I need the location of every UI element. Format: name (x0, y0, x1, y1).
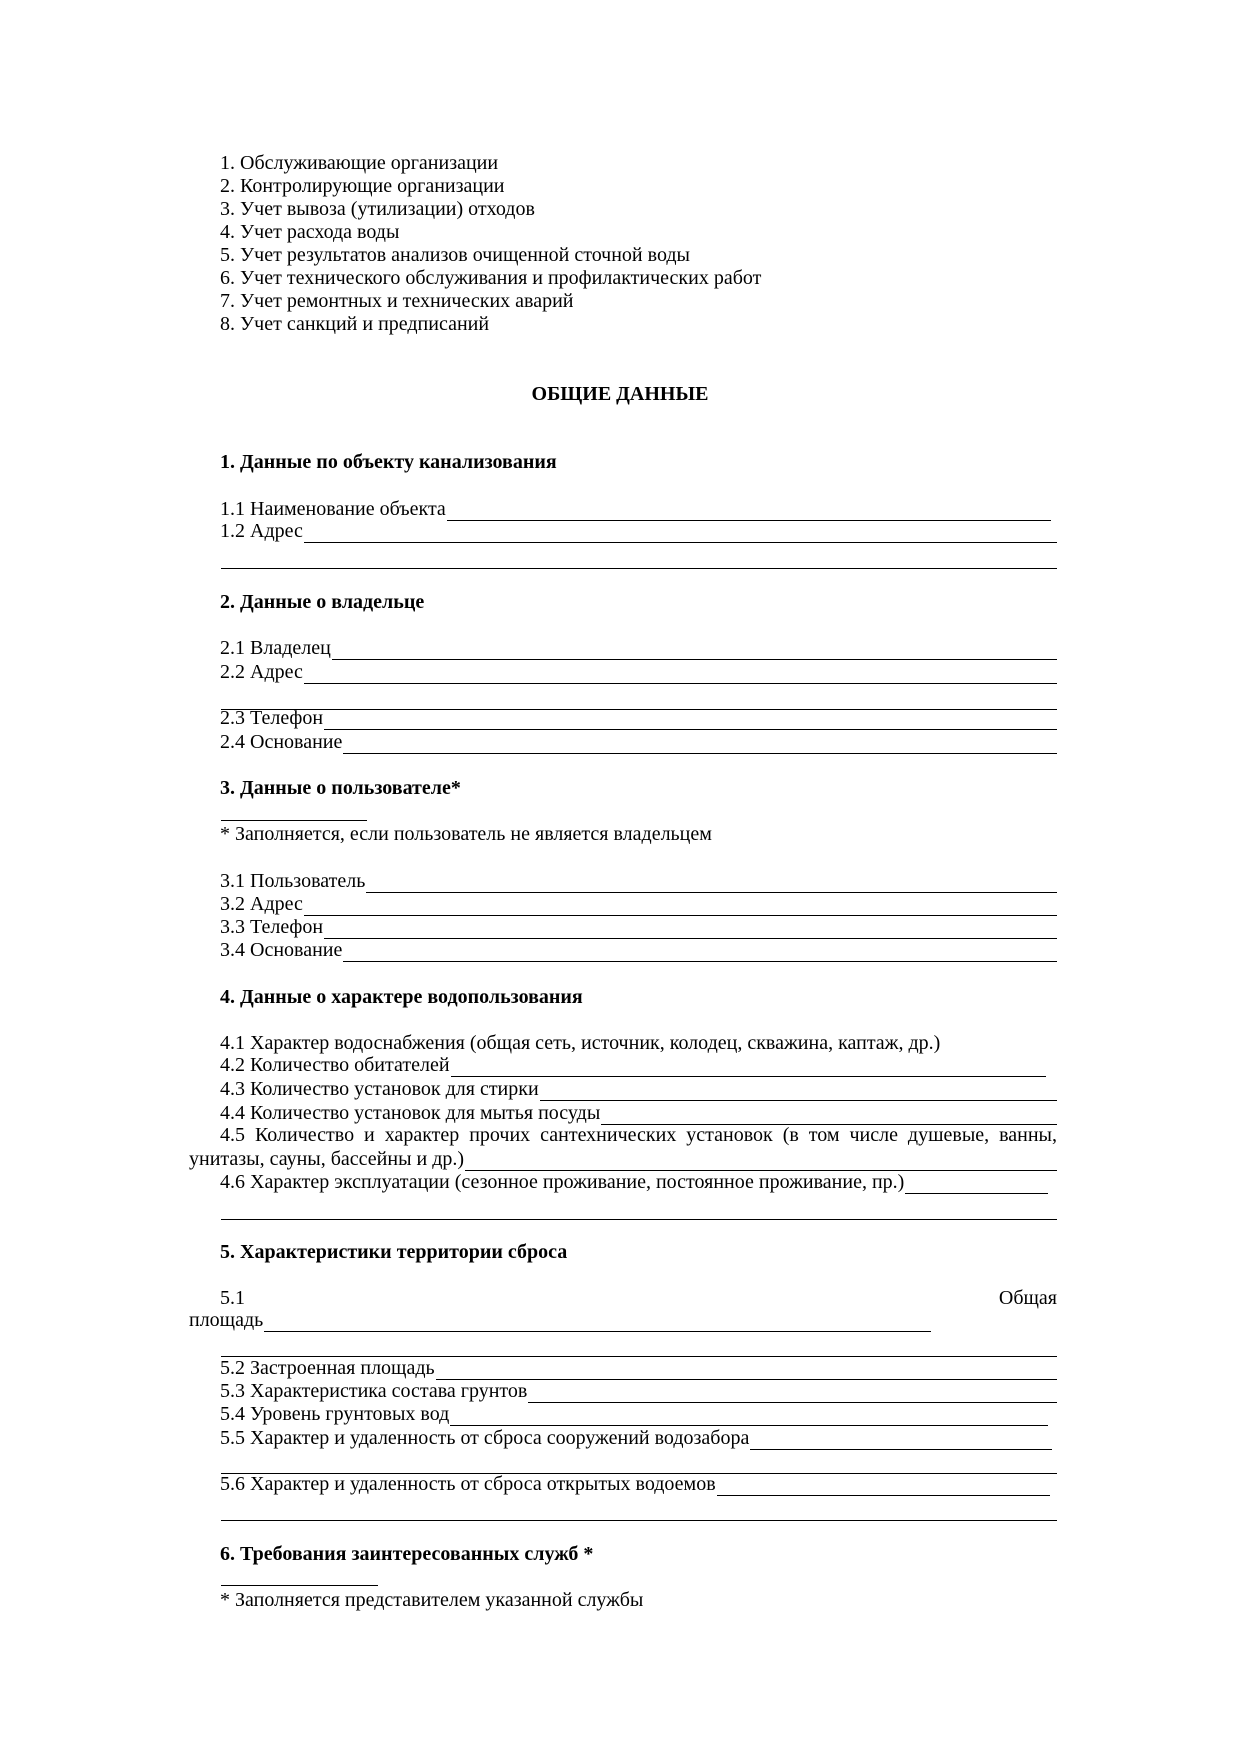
section-1-heading: 1. Данные по объекту канализования (220, 451, 557, 473)
field-label: 2.3 Телефон (220, 707, 324, 729)
fill-line-continuation[interactable] (220, 1451, 1057, 1474)
field-owner (220, 637, 1057, 660)
fill-line[interactable] (540, 1082, 1057, 1101)
field-label: 5.5 Характер и удаленность от сброса сооружений водозабора (220, 1427, 750, 1449)
fill-line-continuation[interactable] (220, 1498, 1057, 1521)
field-label: 2.4 Основание (220, 731, 343, 753)
field-label: 5.4 Уровень грунтовых вод (220, 1403, 450, 1425)
field-label: Общая (998, 1287, 1057, 1309)
fill-line[interactable] (436, 1361, 1057, 1380)
field-other-sanitary-cont (189, 1148, 1057, 1171)
footnote-separator (220, 1563, 378, 1586)
fill-line[interactable] (332, 641, 1057, 660)
field-label: 3.1 Пользователь (220, 870, 366, 892)
field-operation-type (220, 1171, 1048, 1194)
field-owner-basis (220, 731, 1057, 754)
field-label: 5.1 (220, 1287, 245, 1309)
fill-line[interactable] (343, 943, 1057, 962)
field-label: 5.2 Застроенная площадь (220, 1357, 435, 1379)
fill-line[interactable] (905, 1175, 1048, 1194)
section-4-heading: 4. Данные о характере водопользования (220, 986, 583, 1008)
fill-line-continuation[interactable] (220, 546, 1057, 569)
fill-line[interactable] (366, 874, 1057, 893)
footnote: * Заполняется представителем указанной службы (220, 1589, 644, 1611)
fill-line[interactable] (450, 1407, 1048, 1426)
fill-line[interactable] (528, 1384, 1057, 1403)
page-title: ОБЩИЕ ДАННЫЕ (531, 383, 709, 405)
field-label: 3.2 Адрес (220, 893, 303, 915)
field-label: 5.6 Характер и удаленность от сброса открытых водоемов (220, 1473, 716, 1495)
field-water-supply: 4.1 Характер водоснабжения (общая сеть, источник, колодец, скважина, каптаж, др.) (220, 1032, 941, 1054)
field-label: 4.2 Количество обитателей (220, 1054, 450, 1076)
fill-line[interactable] (717, 1477, 1050, 1496)
fill-line[interactable] (304, 524, 1057, 543)
field-total-area (220, 1287, 1057, 1310)
separator-line (221, 802, 367, 821)
field-built-area (220, 1357, 1057, 1380)
contents-item: 3. Учет вывоза (утилизации) отходов (220, 198, 535, 220)
field-dishwashing-units (220, 1102, 1057, 1125)
fill-line[interactable] (750, 1431, 1052, 1450)
fill-line[interactable] (447, 502, 1051, 521)
field-user (220, 870, 1057, 893)
field-label: 4.6 Характер эксплуатации (сезонное проживание, постоянное проживание, пр.) (220, 1171, 905, 1193)
field-object-address (220, 520, 1057, 543)
field-user-basis (220, 939, 1057, 962)
separator-line (221, 1567, 378, 1586)
field-soil (220, 1380, 1057, 1403)
fill-line-continuation[interactable] (220, 1334, 1057, 1357)
fill-line[interactable] (264, 1313, 931, 1332)
field-owner-phone (220, 707, 1057, 730)
field-label: 3.4 Основание (220, 939, 343, 961)
footnote-separator (220, 798, 367, 821)
field-object-name (220, 498, 1051, 521)
field-label: 1.2 Адрес (220, 520, 303, 542)
field-label: 4.3 Количество установок для стирки (220, 1078, 539, 1100)
fill-line[interactable] (221, 1502, 1057, 1521)
contents-item: 6. Учет технического обслуживания и профилактических работ (220, 267, 762, 289)
field-user-phone (220, 916, 1057, 939)
field-label: 1.1 Наименование объекта (220, 498, 446, 520)
field-water-intake (220, 1427, 1052, 1450)
fill-line[interactable] (465, 1152, 1057, 1171)
fill-line-continuation[interactable] (220, 1197, 1057, 1220)
field-residents (220, 1054, 1046, 1077)
field-owner-address (220, 661, 1057, 684)
fill-line[interactable] (221, 1338, 1057, 1357)
section-5-heading: 5. Характеристики территории сброса (220, 1241, 568, 1263)
contents-item: 4. Учет расхода воды (220, 221, 400, 243)
field-label: 2.2 Адрес (220, 661, 303, 683)
fill-line[interactable] (221, 1455, 1057, 1474)
fill-line[interactable] (343, 735, 1057, 754)
section-2-heading: 2. Данные о владельце (220, 591, 425, 613)
field-label: 4.4 Количество установок для мытья посуды (220, 1102, 601, 1124)
contents-item: 8. Учет санкций и предписаний (220, 313, 490, 335)
field-label: унитазы, сауны, бассейны и др.) (189, 1148, 465, 1170)
contents-item: 5. Учет результатов анализов очищенной сточной воды (220, 244, 690, 266)
fill-line[interactable] (324, 920, 1057, 939)
field-label: 5.3 Характеристика состава грунтов (220, 1380, 528, 1402)
fill-line[interactable] (324, 711, 1057, 730)
field-total-area-cont (189, 1309, 931, 1332)
field-label: 2.1 Владелец (220, 637, 331, 659)
field-open-water (220, 1473, 1050, 1496)
contents-item: 1. Обслуживающие организации (220, 152, 499, 174)
fill-line[interactable] (304, 665, 1057, 684)
fill-line[interactable] (451, 1058, 1046, 1077)
fill-line[interactable] (601, 1106, 1057, 1125)
contents-item: 7. Учет ремонтных и технических аварий (220, 290, 574, 312)
fill-line[interactable] (221, 550, 1057, 569)
fill-line[interactable] (304, 897, 1057, 916)
field-user-address (220, 893, 1057, 916)
contents-item: 2. Контролирующие организации (220, 175, 505, 197)
field-washing-units (220, 1078, 1057, 1101)
section-3-heading: 3. Данные о пользователе* (220, 777, 461, 799)
footnote: * Заполняется, если пользователь не является владельцем (220, 823, 712, 845)
section-6-heading: 6. Требования заинтересованных служб * (220, 1543, 594, 1565)
field-label: площадь (189, 1309, 264, 1331)
field-groundwater (220, 1403, 1048, 1426)
field-other-sanitary: 4.5 Количество и характер прочих сантехнических установок (в том числе душевые, ванны, (220, 1124, 1057, 1146)
fill-line[interactable] (221, 1201, 1057, 1220)
field-label: 3.3 Телефон (220, 916, 324, 938)
